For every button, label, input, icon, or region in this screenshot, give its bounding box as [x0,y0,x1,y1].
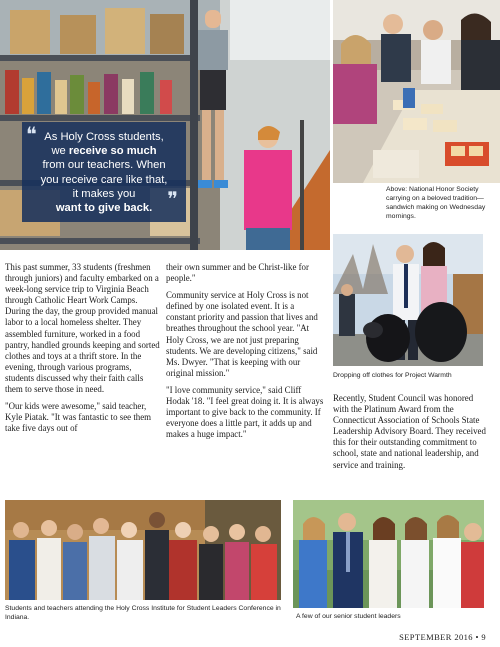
caption-institute: Students and teachers attending the Holy Cross Institute for Student Leaders Conference in Indiana. [5,605,281,621]
close-quote-icon: ❞ [167,189,178,211]
article-column-2 [166,262,324,446]
article-col2-para-1: their own summer and be Christ-like for people." [166,262,309,284]
institute-group-photo [5,500,281,600]
quote-line-5: it makes you [72,187,136,200]
article-col2-para-3: "I love community service," said Cliff Hodak '18. "I feel great doing it. It is always important to give back to the community. If everyone does a little part, it adds up and makes a huge impact." [166,384,324,440]
article-col3-para-1: Recently, Student Council was honored with the Platinum Award from the Connecticut Association of Schools State Leadership Advisory Board. They received this for their outstanding commitment to school, state and national leadership, and service and training. [333,393,486,470]
project-warmth-photo [333,234,483,366]
sandwich-making-photo [333,0,500,183]
quote-line-6: want to give back. [55,202,153,215]
quote-line-2b: receive so much [68,145,157,158]
quote-line-2a: we [51,145,69,158]
article-column-1 [5,262,161,440]
student-leaders-photo [293,500,484,608]
caption-nhs: Above: National Honor Society carrying on a beloved tradition— sandwich making on Wednesday mornings. [386,186,486,220]
article-col1-para-2: "Our kids were awesome," said teacher, Kyle Piatak. "It was fantastic to see them take five days out of [5,401,152,434]
page-footer: SEPTEMBER 2016 • 9 [399,632,486,642]
open-quote-icon: ❝ [26,124,37,146]
pull-quote [22,122,186,222]
article-col2-para-2: Community service at Holy Cross is not defined by one isolated event. It is a constant priority and passion that lives and breathes throughout the school year. "At Holy Cross, we are not just preparing students. We are developing citizens," said Ms. Dwyer. "That is keeping with our original mission." [166,290,318,378]
quote-line-1: As Holy Cross students, [44,131,164,143]
caption-leaders: A few of our senior student leaders [296,613,401,620]
quote-line-3: from our teachers. When [42,159,166,172]
article-col1-para-1: This past summer, 33 students (freshmen through juniors) and faculty embarked on a week-long service trip to Virginia Beach through Catholic Heart Work Camps. During the day, the group provided manual labor to a local homeless shelter. They assembled furniture, worked in a food pantry, handled grounds keeping and sorted clothes and toys at a thrift store. In the evening, through various programs, students discussed why their faith calls them to serve those in need. [5,262,160,395]
caption-warmth: Dropping off clothes for Project Warmth [333,372,452,379]
article-column-3 [333,393,491,477]
quote-line-4: you receive care like that, [40,173,168,186]
